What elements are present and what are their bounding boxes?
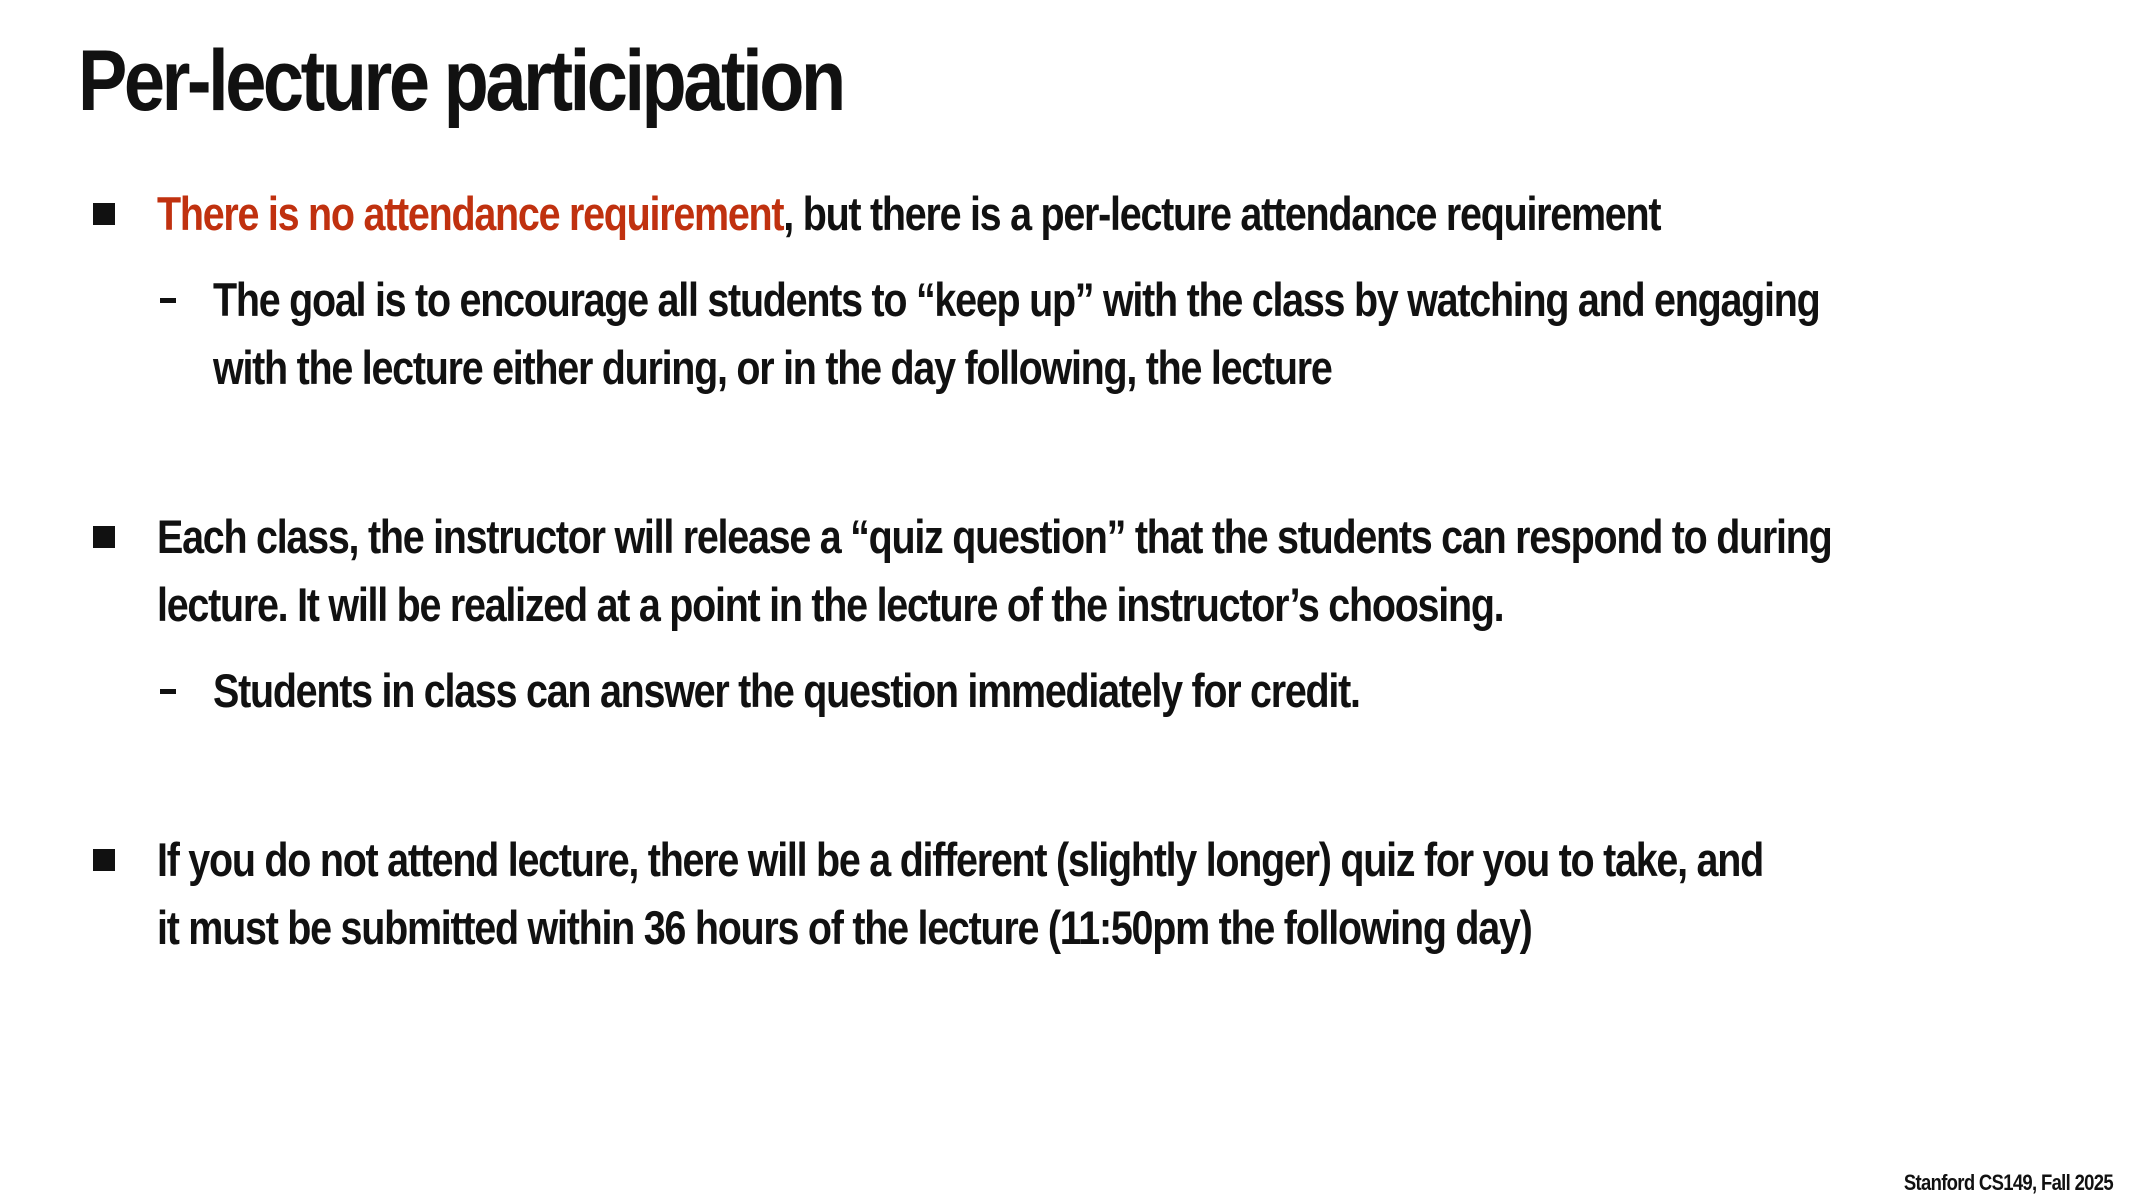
- bullet-1-line-1: [157, 180, 1660, 248]
- sub-bullet-dash-icon: [160, 298, 176, 303]
- bullet-3-line-2: it must be submitted within 36 hours of the lecture (11:50pm the following day): [157, 901, 1532, 954]
- bullet-1-highlight: There is no attendance requirement: [157, 187, 784, 240]
- bullet-1-sub-1-line-2: with the lecture either during, or in the day following, the lecture: [213, 341, 1332, 394]
- bullet-square-icon: [93, 526, 115, 548]
- bullet-1-rest: , but there is a per-lecture attendance requirement: [783, 187, 1661, 240]
- bullet-2-line-2: lecture. It will be realized at a point in the lecture of the instructor’s choosing.: [157, 578, 1504, 631]
- bullet-3-line-1: If you do not attend lecture, there will be a different (slightly longer) quiz for you to take, and: [157, 833, 1763, 886]
- slide-title: Per-lecture participation: [78, 33, 843, 129]
- bullet-square-icon: [93, 849, 115, 871]
- bullet-square-icon: [93, 203, 115, 225]
- slide-footer: Stanford CS149, Fall 2025: [1903, 1170, 2113, 1195]
- bullet-1-sub-1-line-1: The goal is to encourage all students to “keep up” with the class by watching and engaging: [213, 273, 1820, 326]
- bullet-2-sub-1-line-1: Students in class can answer the question immediately for credit.: [213, 664, 1360, 717]
- bullet-2-line-1: Each class, the instructor will release a “quiz question” that the students can respond to during: [157, 510, 1832, 563]
- sub-bullet-dash-icon: [160, 689, 176, 694]
